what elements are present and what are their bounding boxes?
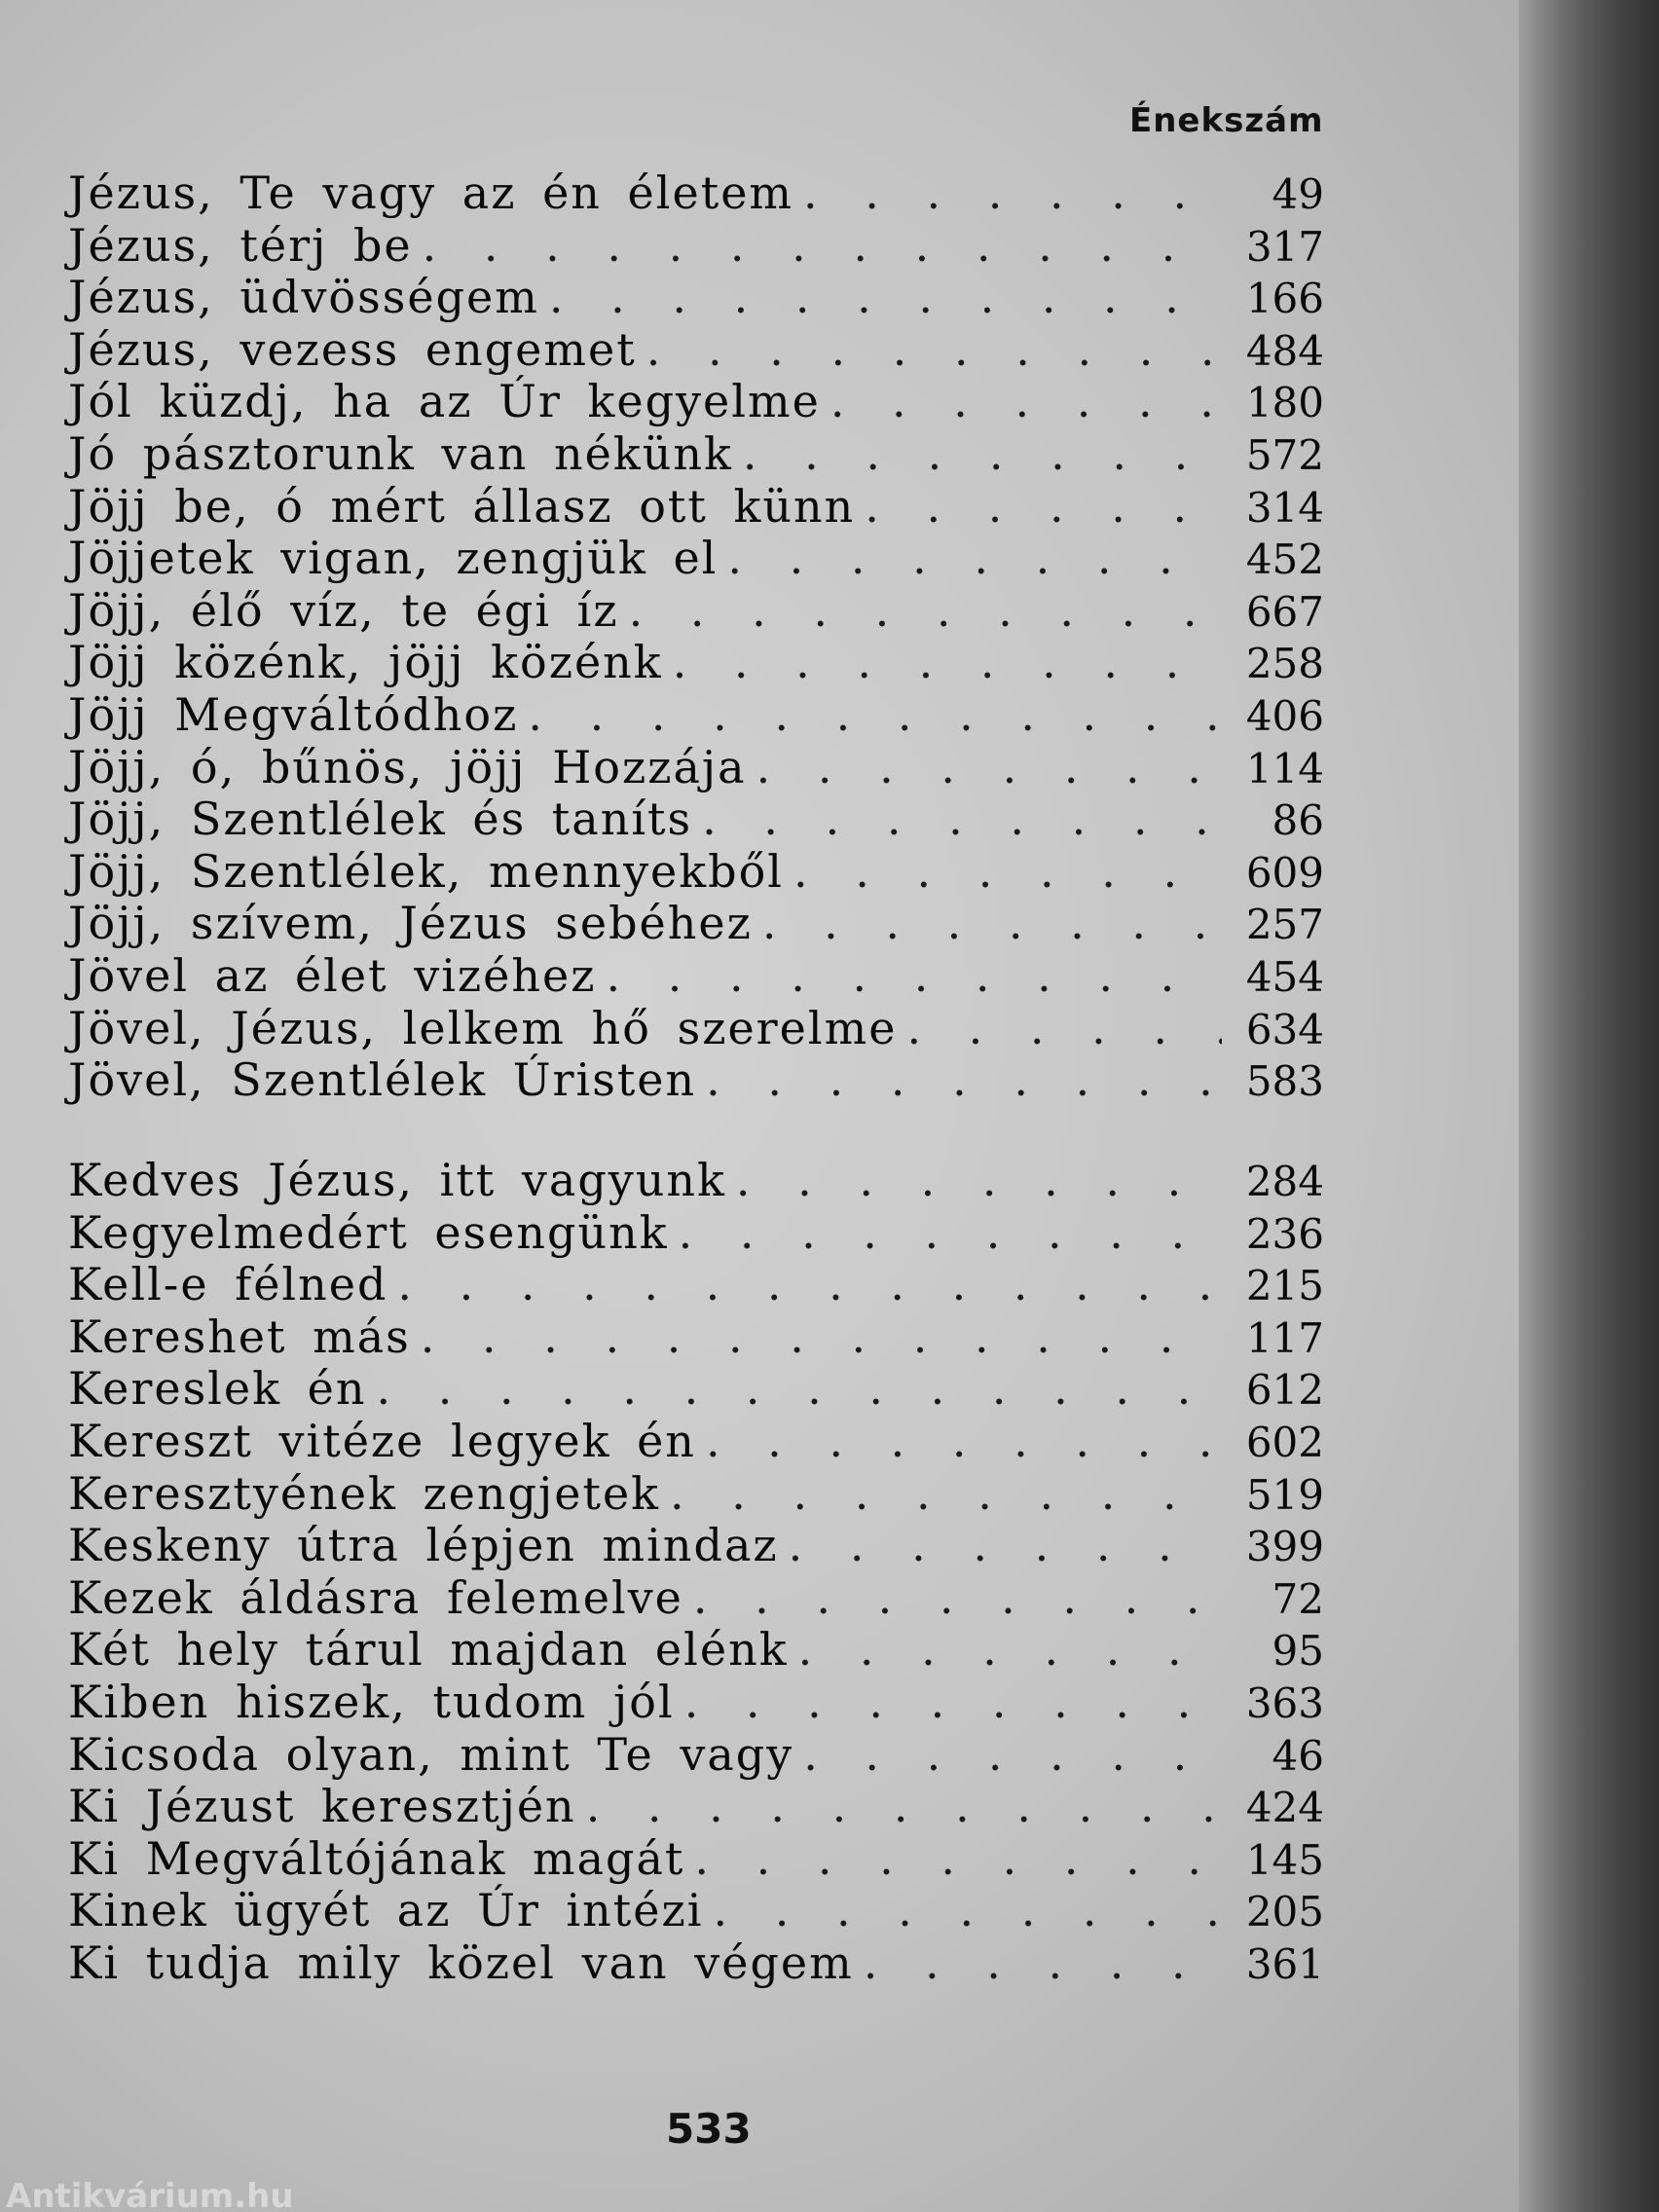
page-number: 533 (666, 2105, 752, 2153)
hymn-title: Jöjj, ó, bűnös, jöjj Hozzája (68, 740, 747, 793)
index-entry (68, 1937, 1324, 1990)
dot-leader (736, 1155, 1222, 1207)
index-entry (68, 1155, 1324, 1207)
hymn-title: Keskeny útra lépjen mindaz (68, 1519, 779, 1572)
hymn-title: Kinek ügyét az Úr intézi (68, 1884, 704, 1937)
index-entry (68, 1054, 1324, 1107)
index-entry (68, 1885, 1324, 1937)
index-entry (68, 1781, 1324, 1833)
hymn-number: 49 (1272, 170, 1324, 218)
dot-leader (586, 1781, 1222, 1833)
hymn-number: 257 (1245, 901, 1324, 949)
index-entry (68, 428, 1324, 481)
index-entry (68, 1416, 1324, 1468)
hymn-title: Jézus, vezess engemet (68, 322, 637, 376)
dot-leader (528, 689, 1222, 742)
hymn-number: 583 (1245, 1057, 1324, 1106)
hymn-title: Jöjj, Szentlélek, mennyekből (68, 844, 785, 898)
hymn-title: Ki Megváltójának magát (68, 1831, 685, 1885)
dot-leader (743, 428, 1222, 481)
hymn-number: 46 (1272, 1731, 1324, 1780)
index-entry (68, 324, 1324, 377)
index-entry (68, 1311, 1324, 1364)
index-entry (68, 1468, 1324, 1521)
hymn-number: 180 (1245, 379, 1324, 427)
dot-leader (789, 1520, 1222, 1572)
dot-leader (397, 1259, 1222, 1311)
hymn-number: 667 (1245, 587, 1324, 636)
hymn-title: Jézus, üdvösségem (68, 271, 539, 324)
hymn-number: 634 (1245, 1005, 1324, 1053)
index-entry (68, 1363, 1324, 1416)
dot-leader (798, 1624, 1222, 1677)
hymn-title: Keresztyének zengjetek (68, 1466, 661, 1520)
hymn-number: 609 (1245, 848, 1324, 897)
hymn-number: 205 (1245, 1888, 1324, 1936)
dot-leader (864, 1937, 1222, 1990)
hymn-title: Kereszt vitéze legyek én (68, 1414, 696, 1467)
dot-leader (906, 1003, 1222, 1055)
index-entry (68, 1572, 1324, 1625)
dot-leader (376, 1363, 1222, 1416)
hymn-number: 399 (1245, 1523, 1324, 1571)
index-entry (68, 689, 1324, 742)
hymn-title: Jöjj, élő víz, te égi íz (68, 583, 619, 637)
hymn-title: Jöjj, szívem, Jézus sebéhez (68, 897, 753, 950)
dot-leader (421, 1311, 1222, 1364)
index-entry (68, 637, 1324, 689)
index-entry (68, 1624, 1324, 1677)
hymn-number: 86 (1272, 796, 1324, 845)
hymn-title: Jöjj, Szentlélek és taníts (68, 793, 693, 846)
hymn-number: 454 (1245, 952, 1324, 1001)
hymn-title: Kezek áldásra felemelve (68, 1570, 683, 1624)
hymn-number: 406 (1245, 691, 1324, 740)
dot-leader (830, 376, 1222, 428)
index-entry (68, 1259, 1324, 1311)
index-entry (68, 846, 1324, 899)
hymn-title: Jöjj be, ó mért állasz ott künn (68, 479, 856, 533)
dot-leader (793, 846, 1222, 899)
hymn-title: Jó pásztorunk van nékünk (68, 426, 733, 480)
dot-leader (762, 898, 1222, 950)
index-entry (68, 1207, 1324, 1260)
hymn-title: Jövel, Szentlélek Úristen (68, 1053, 697, 1107)
hymn-title: Jézus, Te vagy az én életem (68, 166, 794, 219)
hymn-number: 145 (1245, 1835, 1324, 1884)
dot-leader (629, 585, 1222, 638)
hymn-number: 114 (1245, 744, 1324, 793)
dot-leader (423, 220, 1222, 273)
index-entry (68, 220, 1324, 273)
hymn-number: 95 (1272, 1627, 1324, 1676)
hymn-number: 424 (1245, 1784, 1324, 1832)
hymn-number: 519 (1245, 1470, 1324, 1519)
hymn-number: 72 (1272, 1574, 1324, 1623)
hymn-number: 117 (1245, 1313, 1324, 1362)
dot-leader (673, 637, 1222, 689)
hymn-number: 258 (1245, 640, 1324, 688)
index-entry (68, 1729, 1324, 1782)
hymn-title: Ki Jézust keresztjén (68, 1780, 576, 1833)
hymn-number: 602 (1245, 1418, 1324, 1466)
hymn-number: 363 (1245, 1678, 1324, 1727)
index-entry (68, 1677, 1324, 1729)
hymn-title: Jövel az élet vizéhez (68, 948, 597, 1002)
index-entry (68, 793, 1324, 846)
index-entry (68, 950, 1324, 1003)
index-entry (68, 1003, 1324, 1055)
hymn-number: 572 (1245, 430, 1324, 479)
dot-leader (693, 1572, 1222, 1625)
watermark: Antikvárium.hu (6, 2177, 294, 2212)
hymn-title: Jól küzdj, ha az Úr kegyelme (68, 375, 821, 428)
hymn-number: 484 (1245, 326, 1324, 375)
dot-leader (679, 1207, 1222, 1260)
index-entry (68, 585, 1324, 638)
dot-leader (646, 324, 1222, 377)
dot-leader (702, 793, 1222, 846)
index-entry (68, 1520, 1324, 1572)
section-j-list (68, 167, 1324, 1107)
index-entry (68, 1833, 1324, 1886)
hymn-number: 284 (1245, 1158, 1324, 1205)
index-entry (68, 898, 1324, 950)
index-entry (68, 376, 1324, 428)
dot-leader (713, 1885, 1222, 1937)
hymn-title: Kedves Jézus, itt vagyunk (68, 1154, 726, 1206)
hymn-title: Kiben hiszek, tudom jól (68, 1675, 675, 1728)
hymn-title: Kereshet más (68, 1309, 411, 1363)
hymn-title: Jöjj közénk, jöjj közénk (68, 636, 663, 689)
index-entry (68, 167, 1324, 220)
hymn-title: Jézus, térj be (68, 218, 413, 272)
hymn-title: Kicsoda olyan, mint Te vagy (68, 1727, 794, 1781)
dot-leader (706, 1054, 1222, 1107)
hymn-title: Jöjjetek vigan, zengjük el (68, 532, 719, 585)
hymn-title: Két hely tárul majdan elénk (68, 1623, 789, 1677)
index-entry (68, 481, 1324, 534)
hymn-number: 612 (1245, 1366, 1324, 1415)
hymn-title: Kegyelmedért esengünk (68, 1205, 669, 1259)
hymn-number: 317 (1245, 222, 1324, 271)
dot-leader (756, 742, 1222, 794)
hymn-number: 236 (1245, 1209, 1324, 1258)
hymn-title: Jövel, Jézus, lelkem hő szerelme (68, 1001, 898, 1054)
dot-leader (670, 1468, 1222, 1521)
dot-leader (803, 1729, 1222, 1782)
hymn-title: Kell-e félned (68, 1258, 388, 1311)
hymn-number: 314 (1245, 483, 1324, 532)
hymn-title: Kereslek én (68, 1362, 367, 1416)
dot-leader (727, 533, 1222, 585)
dot-leader (803, 167, 1222, 220)
index-entry (68, 742, 1324, 794)
hymn-number: 452 (1245, 535, 1324, 584)
dot-leader (549, 272, 1222, 324)
book-spine (1519, 0, 1659, 2212)
section-k-list (68, 1155, 1324, 1990)
hymn-title: Jöjj Megváltódhoz (68, 687, 519, 741)
hymn-number: 215 (1245, 1262, 1324, 1310)
hymn-number: 361 (1245, 1939, 1324, 1988)
hymn-title: Ki tudja mily közel van végem (68, 1936, 854, 1989)
dot-leader (865, 481, 1222, 534)
dot-leader (694, 1833, 1222, 1886)
dot-leader (706, 1416, 1222, 1468)
dot-leader (684, 1677, 1222, 1729)
index-entry (68, 272, 1324, 324)
column-header: Énekszám (1129, 101, 1324, 140)
hymn-number: 166 (1245, 275, 1324, 323)
dot-leader (606, 950, 1222, 1003)
index-entry (68, 533, 1324, 585)
